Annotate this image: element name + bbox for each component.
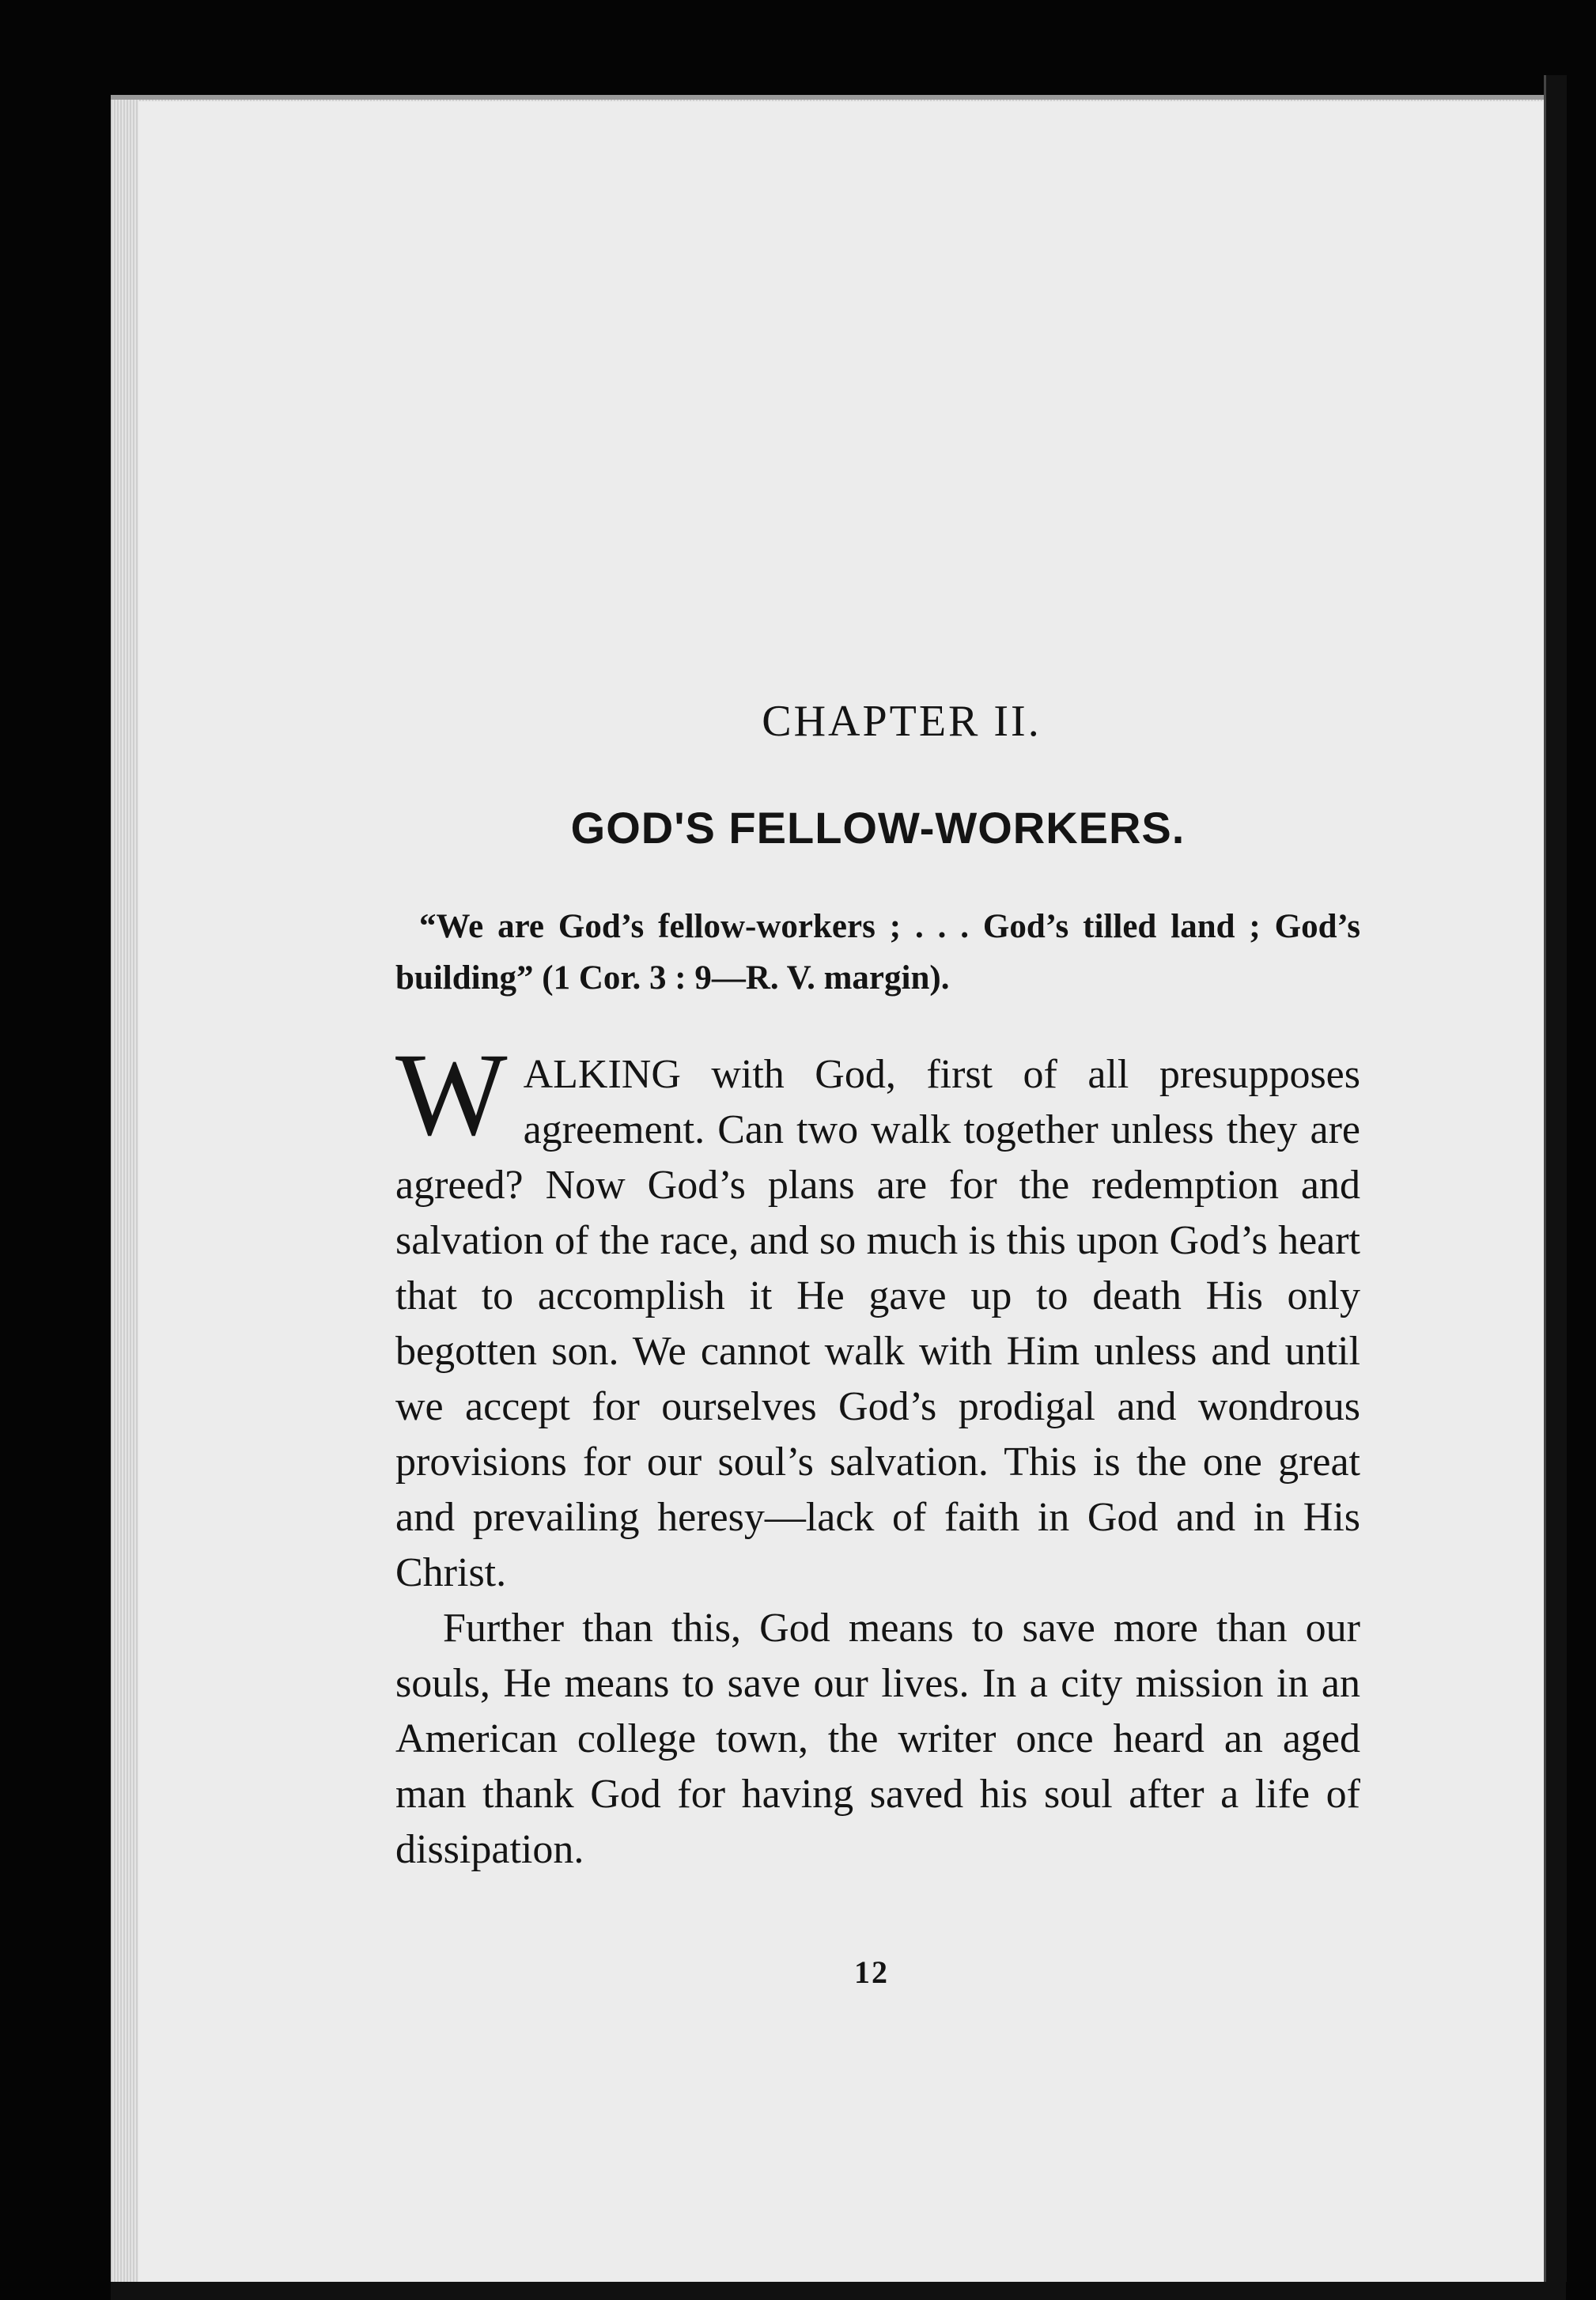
paragraph-1 (395, 1029, 1360, 1601)
paragraph-1-text: ALKING with God, first of all presupposes agreement. Can two walk together unless they are agreed? Now God’s plans are for the redemption and salvation of the race, and so much is this upon God’s heart that to accomplish it He gave up to death His only begotten son. We cannot walk with Him unless and until we accept for ourselves God’s prodigal and wondrous provisions for our soul’s salvation. This is the one great and prevailing heresy—lack of faith in God and in His Christ. (395, 1052, 1360, 1595)
book-bottom-edge (111, 2282, 1566, 2300)
book-right-edge (1544, 75, 1567, 2282)
page-text (395, 696, 1360, 1878)
paragraph-2: Further than this, God means to save more than our souls, He means to save our lives. In a city mission in an American college town, the writer once heard an aged man thank God for having saved his soul after a life of dissipation. (395, 1606, 1360, 1872)
chapter-heading: CHAPTER II. (762, 697, 1042, 746)
drop-cap: W (395, 1029, 508, 1160)
epigraph: “We are God’s fellow-workers ; . . . God’s tilled land ; God’s building” (1 Cor. 3 : 9—R. V. margin). (395, 908, 1360, 997)
page-number: 12 (854, 1954, 889, 1990)
chapter-title: GOD'S FELLOW-WORKERS. (570, 803, 1186, 853)
